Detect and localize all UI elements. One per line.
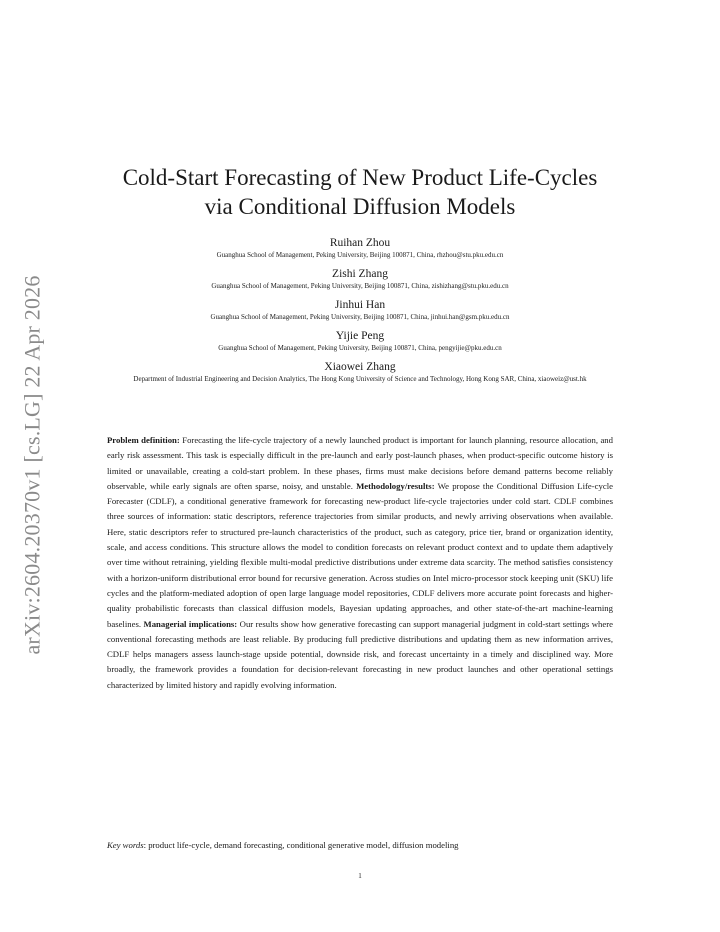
- title-line-1: Cold-Start Forecasting of New Product Life-Cycles: [122, 165, 598, 190]
- paper-title: [60, 163, 660, 221]
- author-name: Xiaowei Zhang: [324, 361, 396, 373]
- author-block: [80, 329, 640, 353]
- author-affiliation: Guanghua School of Management, Peking University, Beijing 100871, China, zishizhang@stu.pku.edu.cn: [211, 282, 509, 290]
- page-number: 1: [358, 872, 362, 880]
- managerial-implications-text: Our results show how generative forecasting can support managerial judgment in cold-start settings where conventional forecasting methods are least reliable. By producing full predictive distributions and updating them as new information arrives, CDLF helps managers assess launch-stage upside potential, downside risk, and forecast uncertainty in a timely and disciplined way. More broadly, the framework provides a foundation for decision-relevant forecasting in new product launches and other operational settings characterized by limited history and rapidly evolving information.: [107, 618, 613, 690]
- problem-definition-label: Problem definition:: [107, 435, 180, 445]
- author-block: [80, 236, 640, 260]
- author-name: Ruihan Zhou: [329, 237, 391, 249]
- methodology-label: Methodology/results:: [356, 480, 435, 491]
- author-block: [80, 298, 640, 322]
- author-affiliation: Guanghua School of Management, Peking University, Beijing 100871, China, pengyijie@pku.edu.cn: [218, 344, 502, 352]
- arxiv-watermark: [16, 260, 50, 670]
- author-name: Zishi Zhang: [332, 268, 388, 280]
- abstract: [107, 433, 613, 693]
- problem-definition-text: Forecasting the life-cycle trajectory of a newly launched product is important for launch planning, resource allocation, and early risk assessment. This task is especially difficult in the pre-launch and early post-launch phases, when product-specific outcome history is limited or unavailable, creating a cold-start problem. In these phases, firms must make decisions before demand patterns become reliably observable, while early signals are often sparse, noisy, and unstable.: [107, 435, 613, 491]
- author-list: [80, 236, 640, 391]
- arxiv-identifier: arXiv:2604.20370v1 [cs.LG] 22 Apr 2026: [20, 275, 46, 655]
- keywords-text: : product life-cycle, demand forecasting, conditional generative model, diffusion modeling: [143, 840, 459, 850]
- author-block: [80, 267, 640, 291]
- author-affiliation: Guanghua School of Management, Peking University, Beijing 100871, China, jinhui.han@gsm.pku.edu.cn: [210, 313, 510, 321]
- author-name: Yijie Peng: [335, 330, 385, 342]
- author-block: [68, 360, 652, 384]
- author-affiliation: Department of Industrial Engineering and Decision Analytics, The Hong Kong University of Science and Technology, Hong Kong SAR, China, xiaoweiz@ust.hk: [133, 375, 587, 383]
- author-name: Jinhui Han: [334, 299, 386, 311]
- managerial-implications-label: Managerial implications:: [143, 618, 238, 629]
- abstract-paragraph: [107, 433, 613, 693]
- author-affiliation: Guanghua School of Management, Peking University, Beijing 100871, China, rhzhou@stu.pku.edu.cn: [216, 251, 504, 259]
- keywords-label: Key words: [107, 840, 144, 850]
- methodology-text: We propose the Conditional Diffusion Life-cycle Forecaster (CDLF), a conditional generative framework for forecasting new-product life-cycle trajectories under cold start. CDLF combines three sources of information: static descriptors, reference trajectories from similar products, and newly arriving observations when available. Here, static descriptors refer to structured pre-launch characteristics of the product, such as category, price tier, brand or organization identity, scale, and access conditions. This structure allows the model to condition forecasts on relevant product context and to update them adaptively over time without retraining, yielding flexible multi-modal predictive distributions under extreme data scarcity. The method satisfies consistency with a horizon-uniform distributional error bound for recursive generation. Across studies on Intel micro-processor stock keeping unit (SKU) life cycles and the platform-mediated adoption of open large language model repositories, CDLF delivers more accurate point forecasts and higher-quality probabilistic forecasts than classical diffusion models, Bayesian updating approaches, and other state-of-the-art machine-learning baselines.: [107, 480, 613, 629]
- title-line-2: via Conditional Diffusion Models: [204, 194, 516, 219]
- keywords: [107, 839, 613, 851]
